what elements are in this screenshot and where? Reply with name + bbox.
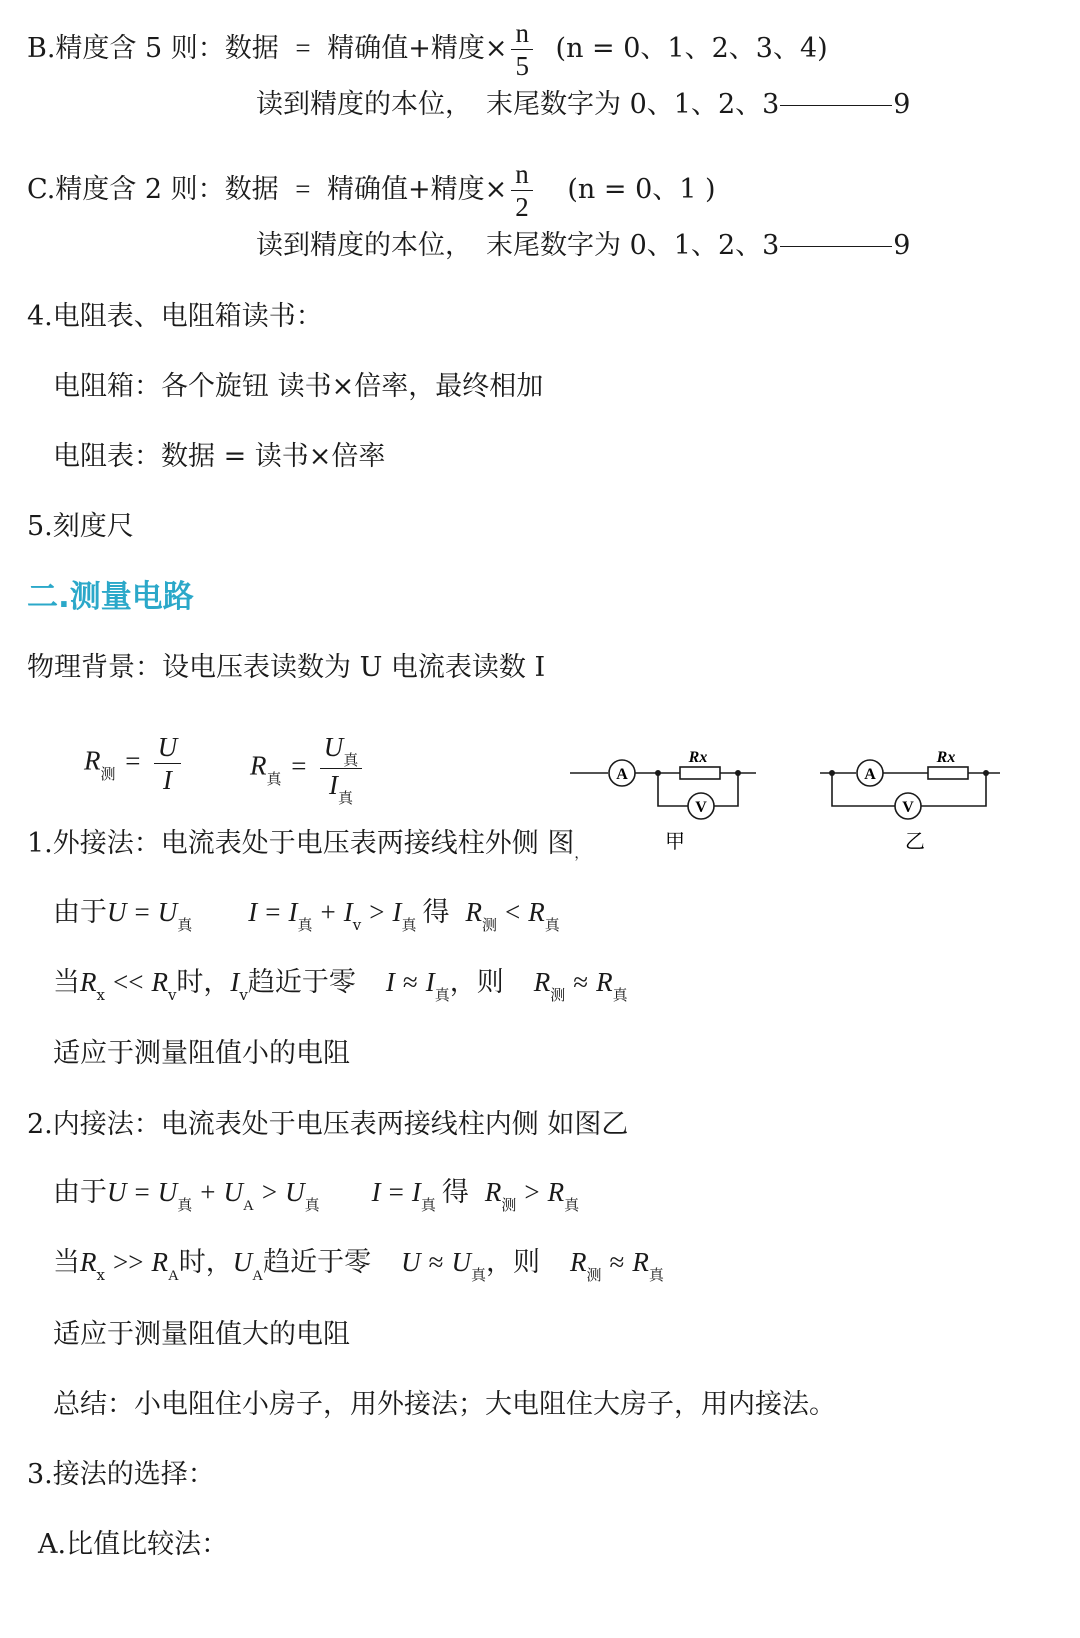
c-range: (n = 0、1 ) xyxy=(567,174,716,205)
formula-r-true: $R_真$ = $\frac{U_真}{I_真}$ xyxy=(250,731,366,806)
b-label: B.精度含 5 则：数据 xyxy=(27,33,279,64)
item5-title: 5.刻度尺 xyxy=(27,511,134,542)
svg-text:A: A xyxy=(616,766,628,783)
range-dash xyxy=(780,246,892,247)
circuit-caption-yi: 乙 xyxy=(905,831,925,852)
internal-when: 当$R_x >> R_A$时，$U_A$趋近于零 $U \approx U_真$，则 $R_测 \approx R_真$ xyxy=(53,1247,664,1284)
internal-because: 由于$U = U_真 + U_A > U_真$ $I = I_真$ 得 $R_测 > R_真$ xyxy=(53,1177,580,1214)
circuit-jia-diagram xyxy=(570,742,770,852)
line-c-precision-2: C.精度含 2 则：数据 = 精确值+精度× $\frac{n}{2}$ (n = 0、1 ) xyxy=(27,159,716,222)
line-b-read: 读到精度的本位， 末尾数字为 0、1、2、3 9 xyxy=(256,89,911,120)
b-fraction: $\frac{n}{5}$ xyxy=(511,17,533,82)
formula-r-measured: $R_测$ = $\frac{U}{I}$ xyxy=(84,731,185,796)
item3-a-ratio-method: A.比值比较法： xyxy=(38,1529,229,1560)
voltmeter-icon xyxy=(688,793,714,819)
resistor-label: Rx xyxy=(936,749,956,766)
item4-resistance-box: 电阻箱：各个旋钮 读书×倍率，最终相加 xyxy=(53,371,544,402)
b-mid: 精确值+精度 xyxy=(327,33,485,64)
svg-text:V: V xyxy=(695,799,707,816)
internal-method-title: 2.内接法：电流表处于电压表两接线柱内侧 如图乙 xyxy=(27,1109,629,1140)
external-method-title: 1.外接法：电流表处于电压表两接线柱外侧 图$_,$ xyxy=(27,828,589,862)
external-because: 由于$U = U_真$ $I = I_真 + I_v > I_真$ 得 $R_测 < R_真$ xyxy=(53,897,560,934)
svg-text:V: V xyxy=(902,799,914,816)
external-when: 当$R_x << R_v$时，$I_v$趋近于零 $I \approx I_真$，则 $R_测 \approx R_真$ xyxy=(53,967,628,1004)
b-range: (n = 0、1、2、3、4) xyxy=(555,33,828,64)
c-mid: 精确值+精度 xyxy=(327,174,485,205)
summary: 总结：小电阻住小房子，用外接法；大电阻住大房子，用内接法。 xyxy=(53,1389,836,1420)
internal-apply: 适应于测量阻值大的电阻 xyxy=(53,1319,350,1350)
circuit-yi-diagram xyxy=(820,742,1020,852)
voltmeter-icon xyxy=(895,793,921,819)
item4-ohmmeter: 电阻表：数据 = 读书×倍率 xyxy=(53,441,386,472)
resistor-label: Rx xyxy=(688,749,708,766)
physics-background: 物理背景：设电压表读数为 U 电流表读数 I xyxy=(27,652,546,683)
ammeter-icon xyxy=(857,760,883,786)
item3-title: 3.接法的选择： xyxy=(27,1459,215,1490)
range-dash xyxy=(780,105,892,106)
resistor-rx-icon xyxy=(680,767,720,779)
resistor-rx-icon xyxy=(928,767,968,779)
c-fraction: $\frac{n}{2}$ xyxy=(511,158,533,223)
external-apply: 适应于测量阻值小的电阻 xyxy=(53,1038,350,1069)
line-b-precision-5: B.精度含 5 则：数据 = 精确值+精度× $\frac{n}{5}$ (n = 0、1、2、3、4) xyxy=(27,18,828,81)
svg-text:A: A xyxy=(864,766,876,783)
section-title: 二.测量电路 xyxy=(27,579,194,615)
item4-title: 4.电阻表、电阻箱读书： xyxy=(27,301,323,332)
line-c-read: 读到精度的本位， 末尾数字为 0、1、2、3 9 xyxy=(256,230,911,261)
c-label: C.精度含 2 则：数据 xyxy=(27,174,279,205)
ammeter-icon xyxy=(609,760,635,786)
circuit-caption-jia: 甲 xyxy=(665,831,685,852)
